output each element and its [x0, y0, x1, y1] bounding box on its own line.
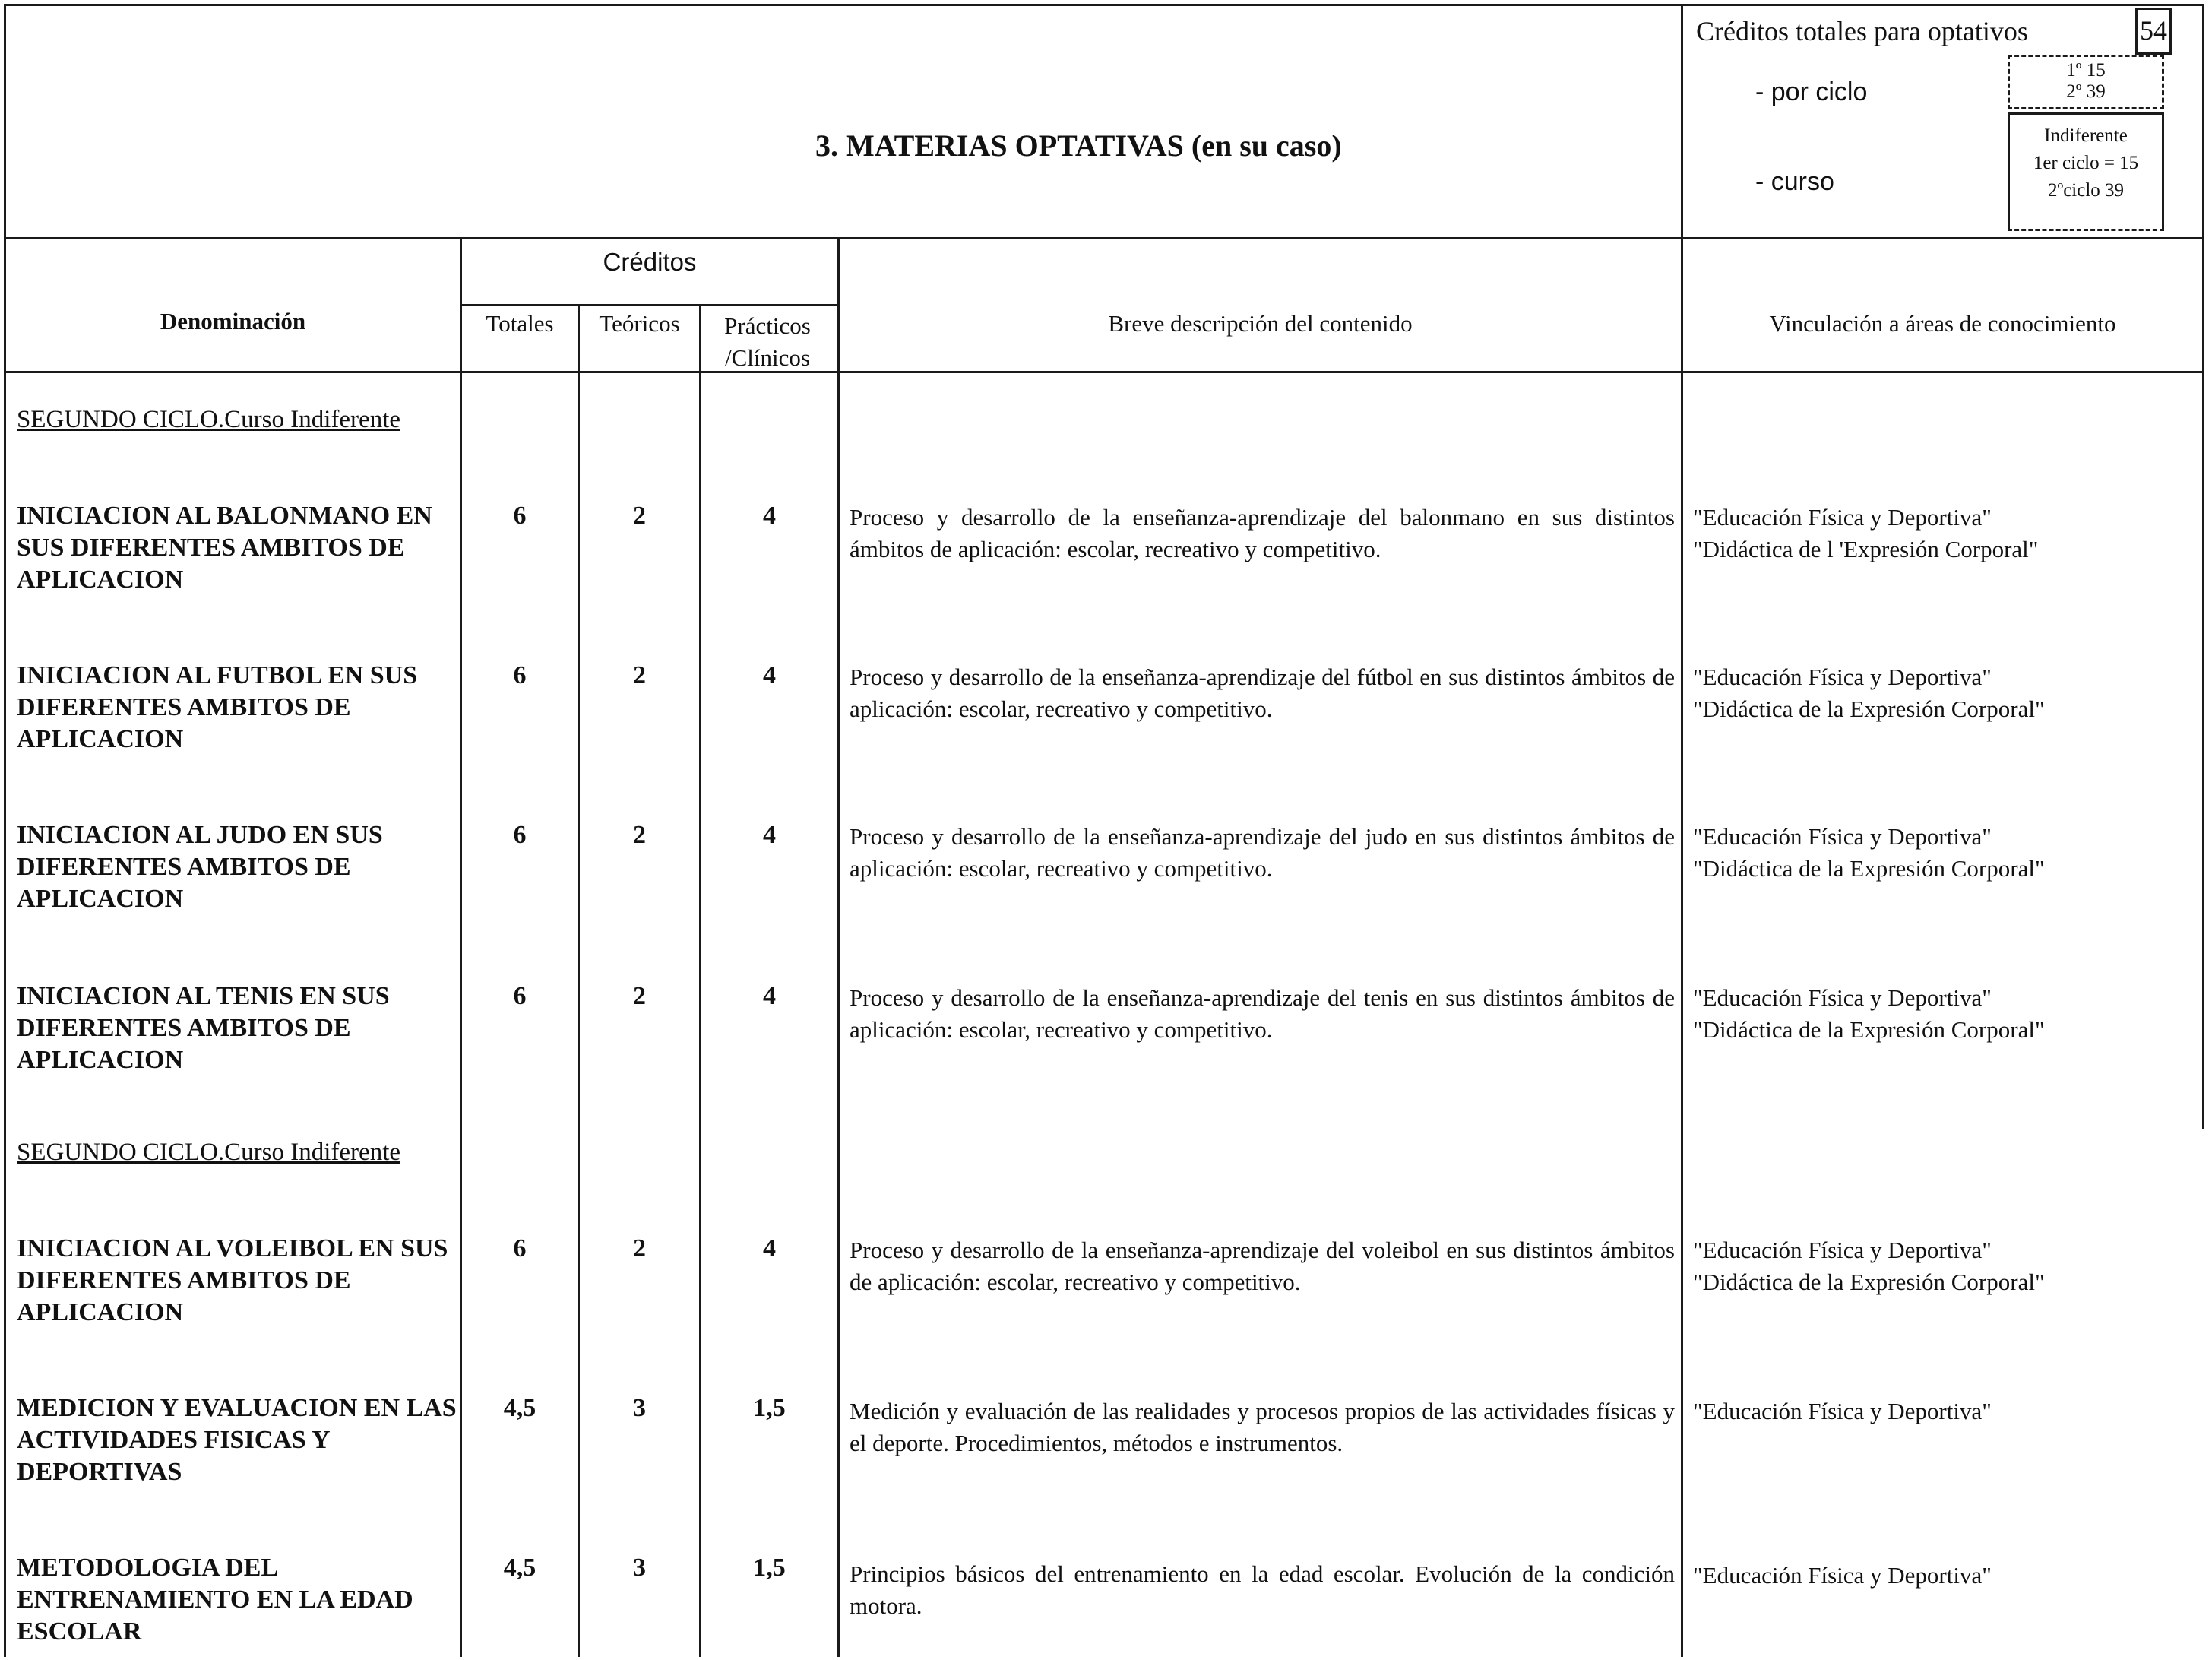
row-denominacion: INICIACION AL VOLEIBOL EN SUS DIFERENTES AMBITOS DE APLICACION [17, 1234, 448, 1326]
col-header-totales: Totales [486, 310, 554, 337]
creditos-totales-box [2135, 8, 2172, 55]
vinculacion-area: "Didáctica de la Expresión Corporal" [1693, 1016, 2045, 1043]
row-totales: 6 [513, 821, 527, 849]
row-vinculacion [1693, 661, 2195, 725]
row-practicos: 4 [763, 982, 776, 1010]
row-denominacion: MEDICION Y EVALUACION EN LAS ACTIVIDADES FISICAS Y DEPORTIVAS [17, 1394, 457, 1486]
vinculacion-area: "Educación Física y Deportiva" [1693, 504, 1992, 531]
row-vinculacion [1693, 1560, 2195, 1592]
creditos-totales-value: 54 [2140, 15, 2167, 46]
vinculacion-area: "Educación Física y Deportiva" [1693, 664, 1992, 690]
row-vinculacion [1693, 982, 2195, 1046]
page-title: 3. MATERIAS OPTATIVAS (en su caso) [815, 128, 1342, 163]
row-descripcion: Proceso y desarrollo de la enseñanza-aprendizaje del voleibol en sus distintos ámbitos de aplicación: escolar, recreativo y competitivo. [850, 1237, 1675, 1295]
row-descripcion: Proceso y desarrollo de la enseñanza-aprendizaje del fútbol en sus distintos ámbitos de aplicación: escolar, recreativo y competitivo. [850, 664, 1675, 722]
vinculacion-area: "Educación Física y Deportiva" [1693, 984, 1992, 1011]
curso-value-3: 2ºciclo 39 [2047, 180, 2125, 201]
row-descripcion: Medición y evaluación de las realidades y procesos propios de las actividades físicas y el deporte. Procedimientos, métodos e instrumentos. [850, 1398, 1675, 1456]
row-teoricos: 3 [633, 1554, 646, 1582]
vinculacion-area: "Didáctica de la Expresión Corporal" [1693, 855, 2045, 882]
row-teoricos: 2 [633, 821, 646, 849]
por-ciclo-box [2008, 55, 2164, 109]
section-heading: SEGUNDO CICLO.Curso Indiferente [17, 1139, 401, 1166]
row-vinculacion [1693, 502, 2195, 565]
row-practicos: 4 [763, 821, 776, 849]
col-header-practicos: Prácticos /Clínicos [724, 312, 811, 371]
row-totales: 6 [513, 982, 527, 1010]
row-descripcion: Proceso y desarrollo de la enseñanza-aprendizaje del balonmano en sus distintos ámbitos de aplicación: escolar, recreativo y competitivo. [850, 504, 1675, 562]
row-denominacion: INICIACION AL FUTBOL EN SUS DIFERENTES AMBITOS DE APLICACION [17, 661, 418, 753]
col-header-teoricos: Teóricos [599, 310, 680, 337]
row-denominacion: INICIACION AL TENIS EN SUS DIFERENTES AMBITOS DE APLICACION [17, 982, 390, 1074]
por-ciclo-value-1: 1º 15 [2066, 60, 2106, 81]
col-header-vinculacion: Vinculación a áreas de conocimiento [1769, 310, 2116, 337]
row-totales: 4,5 [503, 1394, 536, 1422]
row-teoricos: 2 [633, 661, 646, 689]
col-header-descripcion: Breve descripción del contenido [1108, 310, 1413, 337]
row-practicos: 4 [763, 1234, 776, 1262]
row-vinculacion [1693, 821, 2195, 885]
curso-box [2008, 112, 2164, 231]
vinculacion-area: "Educación Física y Deportiva" [1693, 823, 1992, 850]
row-descripcion: Proceso y desarrollo de la enseñanza-aprendizaje del tenis en sus distintos ámbitos de aplicación: escolar, recreativo y competitivo. [850, 984, 1675, 1043]
curso-value-1: Indiferente [2044, 125, 2128, 146]
por-ciclo-label: - por ciclo [1755, 78, 1868, 106]
row-denominacion: INICIACION AL JUDO EN SUS DIFERENTES AMBITOS DE APLICACION [17, 821, 383, 913]
col-header-denominacion: Denominación [160, 308, 306, 334]
row-descripcion: Principios básicos del entrenamiento en la edad escolar. Evolución de la condición motora. [850, 1560, 1675, 1619]
curso-value-2: 1er ciclo = 15 [2033, 153, 2139, 173]
row-teoricos: 2 [633, 502, 646, 530]
row-descripcion: Proceso y desarrollo de la enseñanza-aprendizaje del judo en sus distintos ámbitos de aplicación: escolar, recreativo y competitivo. [850, 823, 1675, 882]
row-practicos: 1,5 [753, 1394, 786, 1422]
vinculacion-area: "Didáctica de la Expresión Corporal" [1693, 695, 2045, 722]
vinculacion-area: "Educación Física y Deportiva" [1693, 1562, 1992, 1589]
col-header-creditos: Créditos [603, 248, 697, 276]
row-teoricos: 2 [633, 982, 646, 1010]
row-denominacion: INICIACION AL BALONMANO EN SUS DIFERENTES AMBITOS DE APLICACION [17, 502, 432, 594]
row-totales: 4,5 [503, 1554, 536, 1582]
section-heading: SEGUNDO CICLO.Curso Indiferente [17, 406, 401, 433]
creditos-totales-label: Créditos totales para optativos [1696, 16, 2028, 46]
por-ciclo-value-2: 2º 39 [2066, 81, 2106, 102]
row-totales: 6 [513, 1234, 527, 1262]
row-teoricos: 3 [633, 1394, 646, 1422]
row-vinculacion [1693, 1234, 2195, 1298]
row-teoricos: 2 [633, 1234, 646, 1262]
row-totales: 6 [513, 661, 527, 689]
row-vinculacion [1693, 1395, 2195, 1427]
row-practicos: 1,5 [753, 1554, 786, 1582]
row-practicos: 4 [763, 661, 776, 689]
curso-label: - curso [1755, 167, 1834, 196]
vinculacion-area: "Didáctica de l 'Expresión Corporal" [1693, 536, 2039, 562]
row-totales: 6 [513, 502, 527, 530]
row-practicos: 4 [763, 502, 776, 530]
vinculacion-area: "Didáctica de la Expresión Corporal" [1693, 1269, 2045, 1295]
vinculacion-area: "Educación Física y Deportiva" [1693, 1398, 1992, 1424]
row-denominacion: METODOLOGIA DEL ENTRENAMIENTO EN LA EDAD ESCOLAR [17, 1554, 413, 1646]
vinculacion-area: "Educación Física y Deportiva" [1693, 1237, 1992, 1263]
